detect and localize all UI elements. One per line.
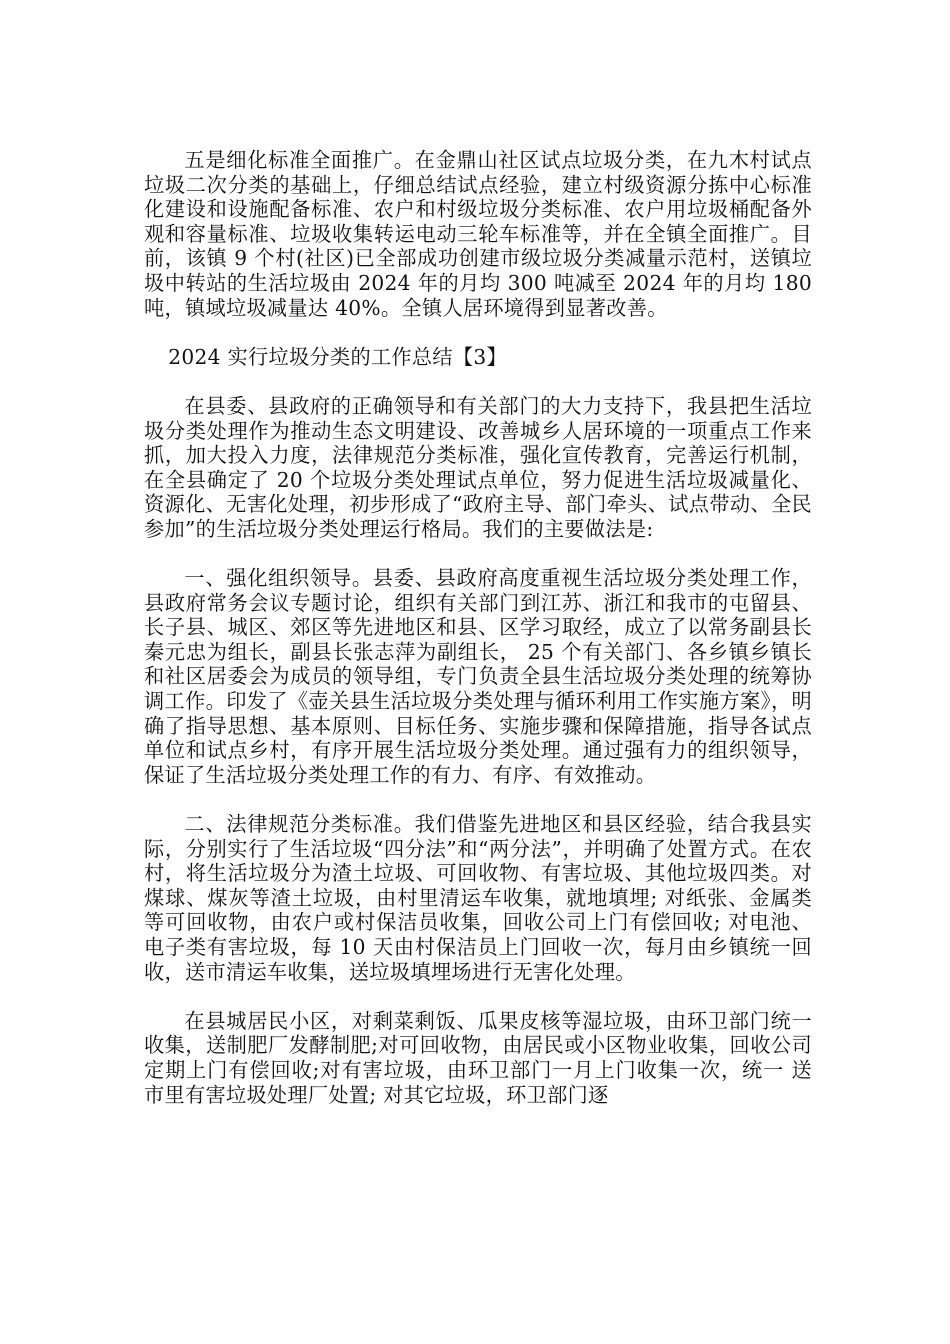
document-body [144,148,812,1132]
section-heading: 2024 实行垃圾分类的工作总结【3】 [168,344,508,369]
paragraph-leadership: 一、强化组织领导。县委、县政府高度重视生活垃圾分类处理工作，县政府常务会议专题讨论，组织有关部门到江苏、浙江和我市的屯留县、长子县、城区、郊区等先进地区和县、区学习取经，成立了以常务副县长秦元忠为组长，副县长张志萍为副组长， 25 个有关部门、各乡镇乡镇长和社区居委会为成员的领导组，专门负责全县生活垃圾分类处理的统筹协调工作。印发了《壶关县生活垃圾分类处理与循环利用工作实施方案》，明确了指导思想、基本原则、目标任务、实施步骤和保障措施，指导各试点单位和试点乡村，有序开展生活垃圾分类处理。通过强有力的组织领导，保证了生活垃圾分类处理工作的有力、有序、有效推动。 [144,566,812,787]
paragraph-intro: 在县委、县政府的正确领导和有关部门的大力支持下，我县把生活垃圾分类处理作为推动生态文明建设、改善城乡人居环境的一项重点工作来抓，加大投入力度，法律规范分类标准，强化宣传教育，完善运行机制，在全县确定了 20 个垃圾分类处理试点单位，努力促进生活垃圾减量化、资源化、无害化处理，初步形成了“政府主导、部门牵头、试点带动、全民参加”的生活垃圾分类处理运行格局。我们的主要做法是: [144,393,812,541]
paragraph-standards: 二、法律规范分类标准。我们借鉴先进地区和县区经验，结合我县实际，分别实行了生活垃圾“四分法”和“两分法”，并明确了处置方式。在农村，将生活垃圾分为渣土垃圾、可回收物、有害垃圾、其他垃圾四类。对煤球、煤灰等渣土垃圾，由村里清运车收集，就地填埋; 对纸张、金属类等可回收物，由农户或村保洁员收集，回收公司上门有偿回收; 对电池、电子类有害垃圾，每 10 天由村保洁员上门回收一次，每月由乡镇统一回收，送市清运车收集，送垃圾填埋场进行无害化处理。 [144,812,812,984]
paragraph-urban: 在县城居民小区，对剩菜剩饭、瓜果皮核等湿垃圾，由环卫部门统一收集，送制肥厂发酵制肥;对可回收物，由居民或小区物业收集，回收公司定期上门有偿回收;对有害垃圾，由环卫部门一月上门收集一次，统一 送市里有害垃圾处理厂处置; 对其它垃圾，环卫部门逐 [144,1008,812,1107]
paragraph-promotion: 五是细化标准全面推广。在金鼎山社区试点垃圾分类，在九木村试点垃圾二次分类的基础上，仔细总结试点经验，建立村级资源分拣中心标准化建设和设施配备标准、农户和村级垃圾分类标准、农户用垃圾桶配备外观和容量标准、垃圾收集转运电动三轮车标准等，并在全镇全面推广。目前，该镇 9 个村(社区)已全部成功创建市级垃圾分类减量示范村，送镇垃圾中转站的生活垃圾由 2024 年的月均 300 吨减至 2024 年的月均 180 吨，镇域垃圾减量达 40%。全镇人居环境得到显著改善。 [144,148,812,320]
